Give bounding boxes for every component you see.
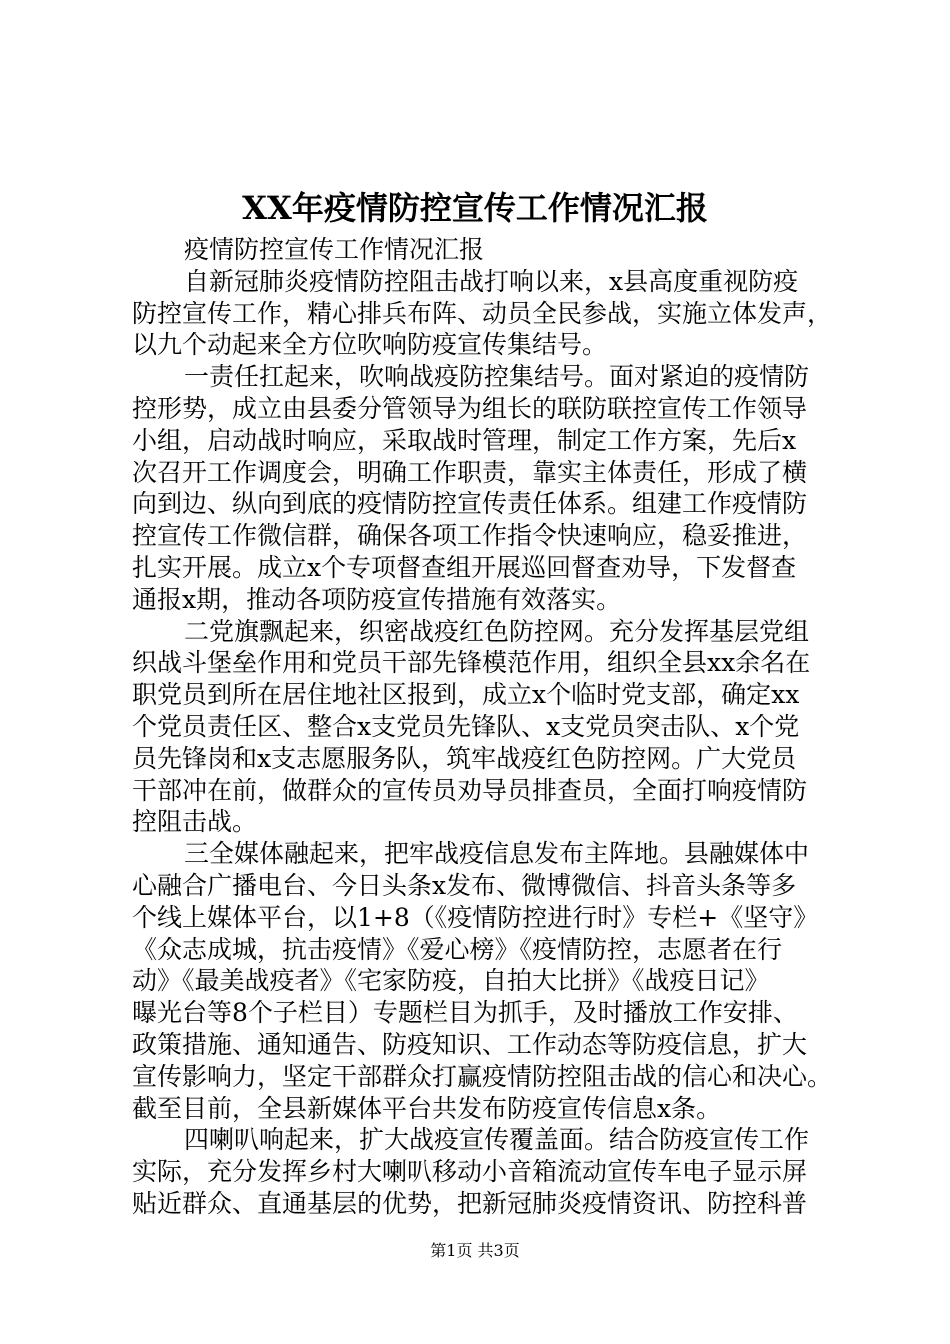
paragraph-line: 实际，充分发挥乡村大喇叭移动小音箱流动宣传车电子显示屏 xyxy=(132,1157,808,1187)
paragraph-line: 向到边、纵向到底的疫情防控宣传责任体系。组建工作疫情防 xyxy=(132,489,808,519)
paragraph-line: 个党员责任区、整合x支党员先锋队、x支党员突击队、x个党 xyxy=(132,711,800,741)
paragraph-line: 职党员到所在居住地社区报到，成立x个临时党支部，确定xx xyxy=(132,680,800,710)
paragraph-line: 一责任扛起来，吹响战疫防控集结号。面对紧迫的疫情防 xyxy=(184,362,810,392)
paragraph-line: 通报x期，推动各项防疫宣传措施有效落实。 xyxy=(132,584,622,614)
paragraph-line: 贴近群众、直通基层的优势，把新冠肺炎疫情资讯、防控科普 xyxy=(132,1188,808,1218)
paragraph-line: 控形势，成立由县委分管领导为组长的联防联控宣传工作领导 xyxy=(132,393,808,423)
paragraph-line: 自新冠肺炎疫情防控阻击战打响以来，x县高度重视防疫 xyxy=(184,266,799,296)
paragraph-line: 三全媒体融起来，把牢战疫信息发布主阵地。县融媒体中 xyxy=(184,839,810,869)
paragraph-line: 防控宣传工作，精心排兵布阵、动员全民参战，实施立体发声， xyxy=(132,298,833,328)
subtitle-line: 疫情防控宣传工作情况汇报 xyxy=(184,235,485,264)
page-number-footer: 第1页 共3页 xyxy=(430,1241,520,1260)
paragraph-line: 二党旗飘起来，织密战疫红色防控网。充分发挥基层党组 xyxy=(184,616,810,646)
paragraph-line: 个线上媒体平台，以1+8（《疫情防控进行时》专栏+《坚守》 xyxy=(132,902,819,932)
document-title: XX年疫情防控宣传工作情况汇报 xyxy=(242,189,708,227)
paragraph-line: 以九个动起来全方位吹响防疫宣传集结号。 xyxy=(132,330,608,360)
paragraph-line: 扎实开展。成立x个专项督查组开展巡回督查劝导，下发督查 xyxy=(132,552,797,582)
paragraph-line: 织战斗堡垒作用和党员干部先锋模范作用，组织全县xx余名在 xyxy=(132,648,811,678)
paragraph-line: 控阻击战。 xyxy=(132,807,258,837)
paragraph-line: 小组，启动战时响应，采取战时管理，制定工作方案，先后x xyxy=(132,425,797,455)
paragraph-line: 截至目前，全县新媒体平台共发布防疫宣传信息x条。 xyxy=(132,1093,722,1123)
paragraph-line: 四喇叭响起来，扩大战疫宣传覆盖面。结合防疫宣传工作 xyxy=(184,1125,810,1155)
paragraph-line: 员先锋岗和x支志愿服务队，筑牢战疫红色防控网。广大党员 xyxy=(132,743,797,773)
paragraph-line: 心融合广播电台、今日头条x发布、微博微信、抖音头条等多 xyxy=(132,870,797,900)
paragraph-line: 动》《最美战疫者》《宅家防疫，自拍大比拼》《战疫日记》 xyxy=(132,966,770,996)
document-body xyxy=(132,234,832,1220)
paragraph-line: 政策措施、通知通告、防疫知识、工作动态等防疫信息，扩大 xyxy=(132,1029,808,1059)
paragraph-line: 曝光台等8个子栏目）专题栏目为抓手，及时播放工作安排、 xyxy=(132,998,798,1028)
paragraph-line: 次召开工作调度会，明确工作职责，靠实主体责任，形成了横 xyxy=(132,457,808,487)
paragraph-line: 宣传影响力，坚定干部群众打赢疫情防控阻击战的信心和决心。 xyxy=(132,1061,833,1091)
paragraph-line: 控宣传工作微信群，确保各项工作指令快速响应，稳妥推进， xyxy=(132,521,808,551)
paragraph-line: 《众志成城，抗击疫情》《爱心榜》《疫情防控，志愿者在行 xyxy=(132,934,783,964)
paragraph-line: 干部冲在前，做群众的宣传员劝导员排查员，全面打响疫情防 xyxy=(132,775,808,805)
